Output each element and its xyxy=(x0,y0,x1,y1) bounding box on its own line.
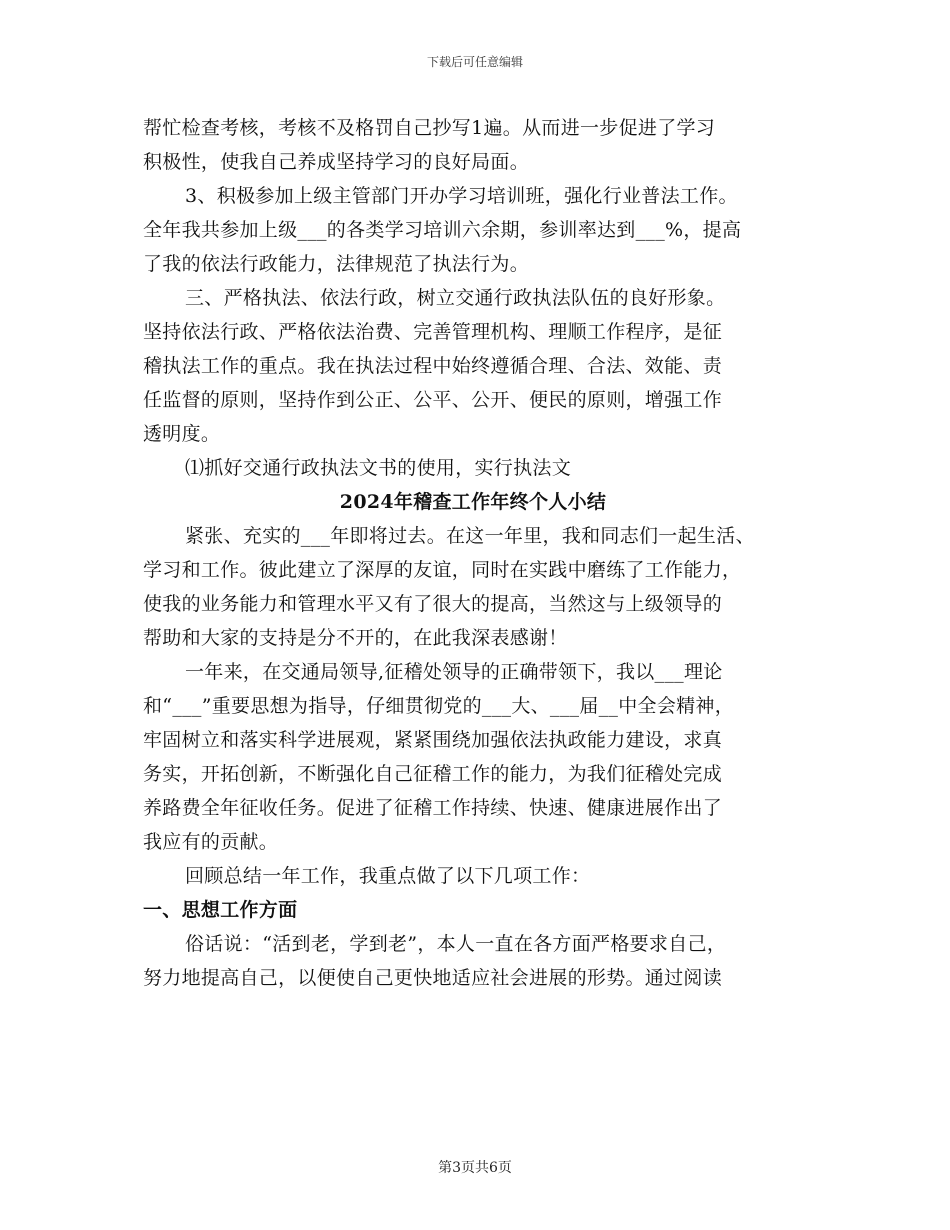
text-line: 三、严格执法、依法行政，树立交通行政执法队伍的良好形象。 xyxy=(185,287,726,309)
page-header-note: 下载后可任意编辑 xyxy=(426,55,523,69)
section-heading: 一、思想工作方面 xyxy=(143,899,298,921)
text-line: 全年我共参加上级___的各类学习培训六余期，参训率达到___%，提高 xyxy=(143,219,742,241)
text-line: 牢固树立和落实科学进展观，紧紧围绕加强依法执政能力建设，求真 xyxy=(143,729,723,751)
text-line: 紧张、充实的___年即将过去。在这一年里，我和同志们一起生活、 xyxy=(185,525,755,547)
page-number: 第3页共6页 xyxy=(438,1160,512,1176)
text-line: 了我的依法行政能力，法律规范了执法行为。 xyxy=(143,253,530,275)
text-line: 学习和工作。彼此建立了深厚的友谊，同时在实践中磨练了工作能力， xyxy=(143,559,742,581)
text-line: 帮忙检查考核，考核不及格罚自己抄写1遍。从而进一步促进了学习 xyxy=(143,117,716,139)
text-line: 努力地提高自己，以便使自己更快地适应社会进展的形势。通过阅读 xyxy=(143,967,723,989)
text-line: 稽执法工作的重点。我在执法过程中始终遵循合理、合法、效能、责 xyxy=(143,355,723,377)
text-line: 务实，开拓创新，不断强化自己征稽工作的能力，为我们征稽处完成 xyxy=(143,763,723,785)
text-line: 我应有的贡献。 xyxy=(143,831,279,853)
text-line: 积极性，使我自己养成坚持学习的良好局面。 xyxy=(143,151,530,173)
document-title: 2024年稽查工作年终个人小结 xyxy=(339,491,607,513)
document-body xyxy=(143,111,803,995)
text-line: 和“___”重要思想为指导，仔细贯彻党的___大、___届__中全会精神， xyxy=(143,695,735,717)
text-line: 俗话说：“活到老，学到老”，本人一直在各方面严格要求自己， xyxy=(185,933,727,955)
text-line: 养路费全年征收任务。促进了征稽工作持续、快速、健康进展作出了 xyxy=(143,797,723,819)
text-line: 3、积极参加上级主管部门开办学习培训班，强化行业普法工作。 xyxy=(185,185,738,207)
text-line: 帮助和大家的支持是分不开的，在此我深表感谢！ xyxy=(143,627,568,649)
text-line: 一年来，在交通局领导,征稽处领导的正确带领下，我以___理论 xyxy=(185,661,723,683)
text-line: 任监督的原则，坚持作到公正、公平、公开、便民的原则，增强工作 xyxy=(143,389,723,411)
text-line: 使我的业务能力和管理水平又有了很大的提高，当然这与上级领导的 xyxy=(143,593,723,615)
text-line: 透明度。 xyxy=(143,423,221,445)
text-line: 坚持依法行政、严格依法治费、完善管理机构、理顺工作程序，是征 xyxy=(143,321,723,343)
text-line: 回顾总结一年工作，我重点做了以下几项工作： xyxy=(185,865,591,887)
text-line: ⑴抓好交通行政执法文书的使用，实行执法文 xyxy=(185,457,572,479)
